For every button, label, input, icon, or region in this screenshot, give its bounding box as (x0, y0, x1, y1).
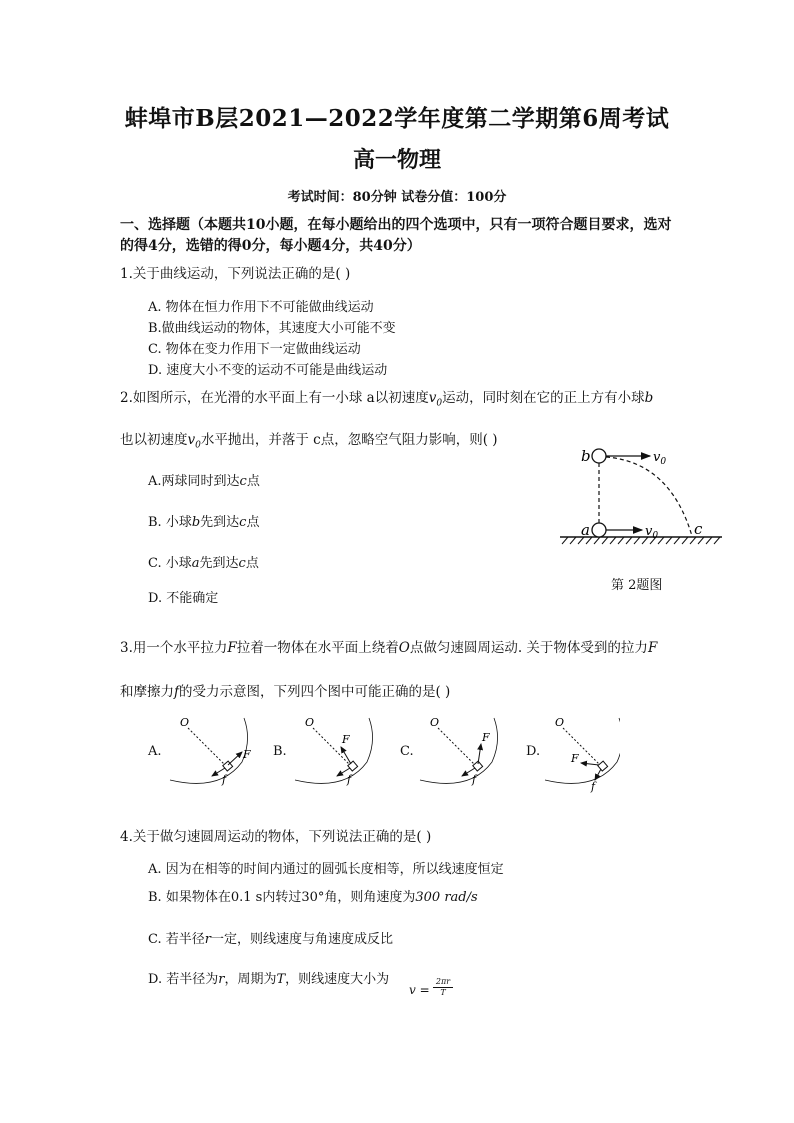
radius-dashed (438, 728, 476, 766)
q2-text-1: 2.如图所示，在光滑的水平面上有一小球 a以初速度 (120, 390, 429, 406)
q4-option-b-text3: 角，则角速度为 (324, 890, 416, 905)
section-heading-line2: 的得4分，选错的得0分，每小题4分，共40分） (120, 238, 421, 254)
force-F-arrow (478, 744, 481, 764)
q3-label-b: B. (273, 744, 287, 759)
q4-option-c-text2: 一定，则线速度与角速度成反比 (210, 932, 393, 947)
label-b: b (581, 447, 591, 465)
q2-v0-symbol: v (428, 390, 437, 406)
q3-stem-line2 (120, 680, 450, 700)
q1-option-d: D. 速度大小不变的运动不可能是曲线运动 (148, 363, 388, 378)
q2-b-symbol: b (644, 390, 654, 406)
q2-v0-symbol-2: v (187, 432, 196, 448)
exam-title: 蚌埠市B层2021—2022学年度第二学期第6周考试 (124, 105, 670, 132)
label-O: O (305, 716, 315, 729)
label-f: f (222, 773, 227, 786)
q2-answer-paren: ( ) (482, 432, 498, 448)
q1-option-c: C. 物体在变力作用下一定做曲线运动 (148, 342, 361, 357)
label-v0-bottom: $v_0$ (645, 524, 659, 541)
q2-option-b-b: b (191, 515, 201, 530)
label-O: O (555, 716, 565, 729)
q3-text-1: 3.用一个水平拉力 (120, 640, 228, 656)
q4-option-a: A. 因为在相等的时间内通过的圆弧长度相等，所以线速度恒定 (148, 862, 504, 877)
q1-option-b: B.做曲线运动的物体，其速度大小可能不变 (148, 321, 396, 336)
q4-option-b-text2: 内转过 (262, 890, 302, 905)
q4-option-b-angle: 30° (301, 890, 325, 905)
q2-option-b-c: c (239, 515, 247, 530)
q2-option-b (148, 511, 259, 530)
label-F: F (342, 733, 350, 746)
label-F: F (571, 752, 579, 765)
q3-O-symbol: O (398, 640, 410, 656)
q2-v0-subscript-2: 0 (195, 440, 201, 451)
q2-option-b-point: 点 (246, 515, 260, 530)
label-v0-top: $v_0$ (653, 450, 667, 467)
q2-text-2: 运动，同时刻在它的正上方有小球 (442, 390, 645, 406)
q2-option-b-text: B. 小球 (148, 515, 192, 530)
q4-option-b (148, 886, 478, 905)
q4-formula-fraction (433, 977, 453, 998)
q4-option-c (148, 928, 393, 947)
q3-label-a: A. (148, 744, 162, 759)
label-f: f (591, 780, 596, 793)
q3-figure-b (295, 716, 373, 786)
q2-stem-line1 (120, 386, 653, 409)
q2-option-a-text: A.两球同时到达 (148, 474, 240, 489)
q4-option-d-text2: ，周期为 (224, 972, 277, 987)
q4-option-d-r: r (218, 972, 225, 987)
q2-option-a (148, 470, 260, 489)
label-F: F (482, 731, 490, 744)
q2-figure-caption: 第 2题图 (611, 578, 663, 593)
q3-figure-d (545, 716, 620, 793)
label-c: c (694, 520, 703, 538)
q2-stem-line2 (120, 428, 498, 451)
force-F-arrow (341, 747, 351, 764)
q2-option-b-text2: 先到达 (200, 515, 240, 530)
q3-answer-paren: ( ) (435, 684, 451, 700)
q3-figures (160, 710, 620, 795)
q4-option-b-text1: B. 如果物体在 (148, 890, 231, 905)
q3-figure-a (170, 716, 251, 786)
q4-stem-text: 4.关于做匀速圆周运动的物体，下列说法正确的是 (120, 829, 417, 845)
q1-stem-text: 1.关于曲线运动，下列说法正确的是 (120, 266, 336, 282)
exam-info: 考试时间：80分钟 试卷分值：100分 (287, 190, 507, 205)
q3-text-4: 和摩擦力 (120, 684, 174, 700)
formula-numerator: 2πr (433, 977, 453, 988)
q2-option-c-text2: 先到达 (199, 556, 239, 571)
q3-F-symbol: F (227, 640, 237, 656)
q3-text-3: 点做匀速圆周运动. 关于物体受到的拉力 (409, 640, 648, 656)
label-F: F (243, 748, 251, 761)
q3-label-c: C. (400, 744, 414, 759)
q4-option-c-r: r (204, 932, 211, 947)
formula-lhs: v = (409, 983, 430, 997)
force-F-arrow (581, 763, 599, 765)
q4-option-d-text3: ，则线速度大小为 (285, 972, 390, 987)
q2-option-c-c: c (238, 556, 246, 571)
q1-option-a: A. 物体在恒力作用下不可能做曲线运动 (148, 300, 374, 315)
q2-figure (560, 440, 735, 555)
q2-option-c-a: a (191, 556, 200, 571)
q2-v0-subscript: 0 (436, 398, 443, 409)
q4-answer-paren: ( ) (416, 829, 432, 845)
q2-option-c-point: 点 (245, 556, 259, 571)
q3-f-symbol: f (174, 684, 179, 700)
force-F-arrow (228, 752, 242, 765)
q2-text-3: 也以初速度 (120, 432, 188, 448)
ball-a (592, 523, 606, 537)
q3-text-2: 拉着一物体在水平面上绕着 (236, 640, 399, 656)
q2-option-d: D. 不能确定 (148, 591, 219, 606)
q2-option-a-c: c (239, 474, 247, 489)
q1-answer-paren: ( ) (335, 266, 351, 282)
block (348, 761, 358, 771)
label-O: O (430, 716, 440, 729)
q4-stem (120, 825, 431, 845)
radius-dashed (188, 728, 226, 766)
block (598, 761, 608, 771)
q3-F-symbol-2: F (647, 640, 658, 656)
q1-stem (120, 262, 350, 282)
q3-text-5: 的受力示意图，下列四个图中可能正确的是 (179, 684, 436, 700)
q4-option-b-omega: 300 rad/s (415, 890, 478, 905)
subject-title: 高一物理 (352, 147, 441, 173)
label-O: O (180, 716, 190, 729)
label-f: f (347, 773, 352, 786)
q3-figure-c (420, 716, 498, 786)
q4-option-d (148, 968, 389, 987)
formula-denominator: T (440, 988, 446, 997)
radius-dashed (563, 728, 601, 766)
label-a: a (581, 521, 590, 539)
q3-label-d: D. (526, 744, 541, 759)
section-heading-line1: 一、选择题（本题共10小题，在每小题给出的四个选项中，只有一项符合题目要求，选对 (120, 217, 672, 233)
label-f: f (472, 773, 477, 786)
q4-option-b-time: 0.1 s (230, 890, 263, 905)
q4-option-c-text1: C. 若半径 (148, 932, 205, 947)
ball-b (592, 449, 606, 463)
q2-option-c (148, 552, 259, 571)
q4-formula (409, 983, 430, 997)
q2-option-a-point: 点 (246, 474, 260, 489)
q4-option-d-T: T (276, 972, 286, 987)
q3-stem-line1 (120, 636, 657, 656)
q4-option-d-text1: D. 若半径为 (148, 972, 219, 987)
q2-text-4: 水平抛出，并落于 c点，忽略空气阻力影响，则 (200, 432, 483, 448)
q2-option-c-text: C. 小球 (148, 556, 192, 571)
